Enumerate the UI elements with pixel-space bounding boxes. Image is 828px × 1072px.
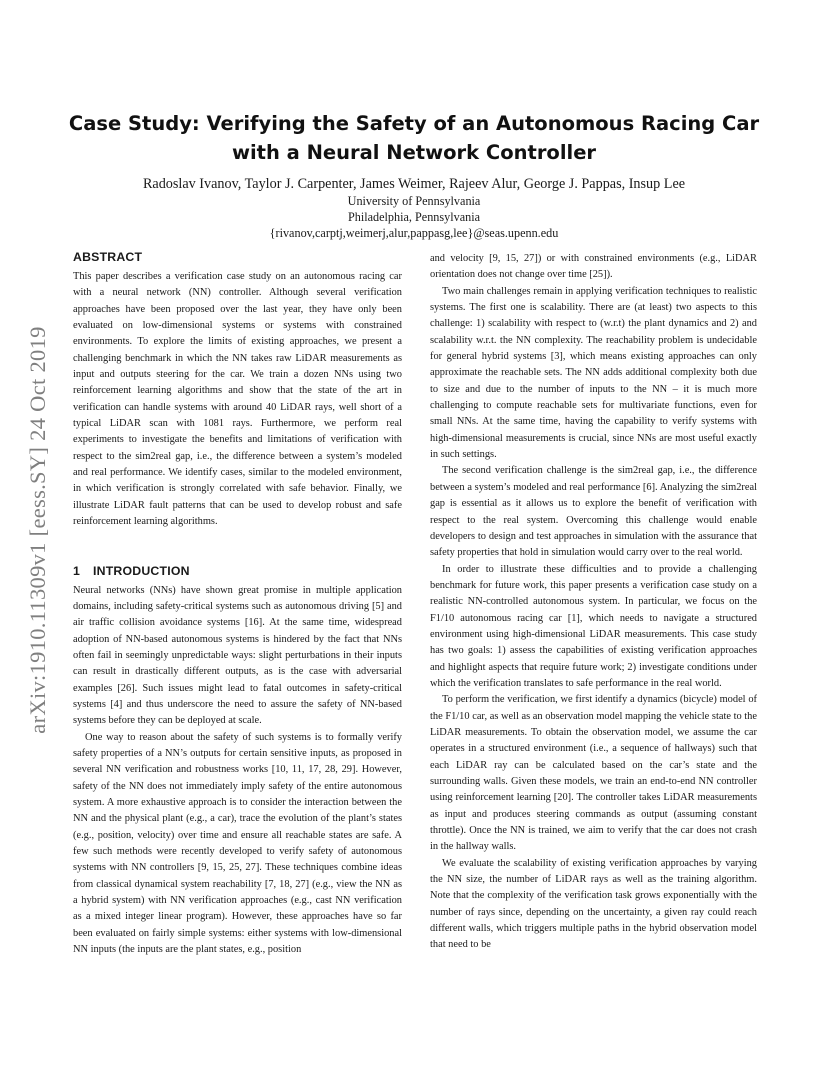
arxiv-identifier-text: arXiv:1910.11309v1 [eess.SY] 24 Oct 2019 [25,326,50,734]
title-line-2: with a Neural Network Controller [231,141,597,164]
abstract-text: This paper describes a verification case study on an autonomous racing car with a neural network (NN) controller. Although several verification approaches have been proposed over the last year, they have only been evaluated on low-dimensional systems or systems with constrained environments. To explore the limits of existing approaches, we present a challenging benchmark in which the NN takes raw LiDAR measurements as input and outputs steering for the car. We train a dozen NNs using two reinforcement learning algorithms and show that the state of the art in verification can handle systems with around 40 LiDAR rays, well short of a typical LiDAR scan with 1081 rays. Furthermore, we perform real experiments to investigate the benefits and limitations of verification with respect to the sim2real gap, i.e., the difference between a system’s modeled and real performance. We identify cases, similar to the modeled environment, in which verification is strongly correlated with safe behavior. Finally, we illustrate LiDAR fault patterns that can be used to develop robust and safe reinforcement learning algorithms. [73,271,402,528]
intro-paragraph-1: Neural networks (NNs) have shown great promise in multiple application domains, including safety-critical systems such as autonomous driving [5] and air traffic collision avoidance systems [16]. At the same time, widespread adoption of NN-based autonomous systems is hindered by the fact that NNs often fail in seemingly unpredictable ways: slight perturbations in their inputs can result in drastically different outputs, as is the case with adversarial examples [26]. Such issues might lead to fatal outcomes in safety-critical systems [4] and thus underscore the need to assure the safety of NN-based systems before they can be deployed at scale. [73,584,402,727]
author-list: Radoslav Ivanov, Taylor J. Carpenter, James Weimer, Rajeev Alur, George J. Pappas, Insup Lee [142,176,686,192]
affiliation-university: University of Pennsylvania [347,194,481,208]
affiliation-city: Philadelphia, Pennsylvania [347,210,480,224]
intro-heading [73,563,402,580]
intro-paragraph-6: To perform the verification, we first identify a dynamics (bicycle) model of the F1/10 car, as well as an observation model mapping the vehicle state to the LiDAR measurements. To obtain the observation model, we assume the car operates in a structured environment (i.e., a sequence of hallways) such that each LiDAR ray can be calculated based on the car’s state and the surrounding walls. Given these models, we train an end-to-end NN controller using reinforcement learning [20]. The controller takes LiDAR measurements as input and produces steering commands as output (assuming constant throttle). Once the NN is trained, we aim to verify that the car does not crash in the hallway walls. [430,694,757,853]
paper-title [60,109,768,167]
intro-paragraph-5: In order to illustrate these difficulties and to provide a challenging benchmark for future work, this paper presents a verification case study on a realistic NN-controlled autonomous system. In particular, we focus on the F1/10 autonomous racing car [1], which needs to navigate a structured environment using high-dimensional LiDAR measurements. This case study has two goals: 1) assess the capabilities of existing verification approaches and highlight aspects that require future work; 2) investigate conditions under which the verification translates to safe performance in the real world. [430,563,757,689]
intro-section-number: 1 [73,563,81,578]
intro-paragraph-2-continued: and velocity [9, 15, 27]) or with constrained environments (e.g., LiDAR orientation does not change over time [25]). [430,253,757,281]
intro-section-title: INTRODUCTION [93,563,190,578]
arxiv-identifier-stamp [10,280,66,780]
intro-paragraph-3: Two main challenges remain in applying verification techniques to realistic systems. The first one is scalability. There are (at least) two aspects to this challenge: 1) scalability with respect to (w.r.t) the plant dynamics and 2) and scalability w.r.t. the NN complexity. The reachability problem is undecidable for general hybrid systems [3], which means existing approaches can only approximate the reachable sets. The NN adds additional complexity both due to size and due to the number of inputs to the NN – it is much more challenging to compute reachable sets for multivariate functions, even for small NNs. At the same time, having the capability to verify systems with high-dimensional measurements is crucial, since NNs are most useful exactly in such settings. [430,285,757,461]
intro-paragraph-4: The second verification challenge is the sim2real gap, i.e., the difference between a system’s modeled and real performance [6]. Analyzing the sim2real gap is essential as it allows us to explore the benefit of verification with respect to the real system. Overcoming this challenge would enable developers to design and test approaches in simulation with the assurance that safety properties that hold in simulation would carry over to the real world. [430,465,757,559]
right-column [430,251,757,954]
abstract-heading: ABSTRACT [73,250,143,264]
intro-paragraph-7: We evaluate the scalability of existing verification approaches by varying the NN size, the number of LiDAR rays as well as the training algorithm. Note that the complexity of the verification task grows exponentially with the number of rays since, depending on the uncertainty, a given ray could reach different walls, which triggers multiple paths in the hybrid observation model that need to be [430,857,757,951]
author-emails: {rivanov,carptj,weimerj,alur,pappasg,lee}@seas.upenn.edu [269,226,559,240]
left-column [73,249,402,958]
title-line-1: Case Study: Verifying the Safety of an Autonomous Racing Car [68,112,760,135]
intro-paragraph-2: One way to reason about the safety of such systems is to formally verify safety properties of a NN’s outputs for certain sensitive inputs, as proposed in several NN verification and robustness works [10, 11, 17, 28, 29]. However, safety of the NN does not immediately imply safety of the entire autonomous system. A more exhaustive approach is to consider the interaction between the NN and the physical plant (e.g., a car), trace the evolution of the plant’s states (e.g., position, velocity) over time and ensure all reachable states are safe. A few such methods were recently developed to verify safety of autonomous systems with NN controllers [9, 15, 25, 27]. These techniques combine ideas from classical dynamical system reachability [7, 18, 27] (e.g., view the NN as a hybrid system) with NN verification approaches (e.g., cast NN verification as a mixed integer linear program). However, these approaches have so far been evaluated on fairly simple systems: either systems with low-dimensional NN inputs (the inputs are the plant states, e.g., position [73,731,402,956]
